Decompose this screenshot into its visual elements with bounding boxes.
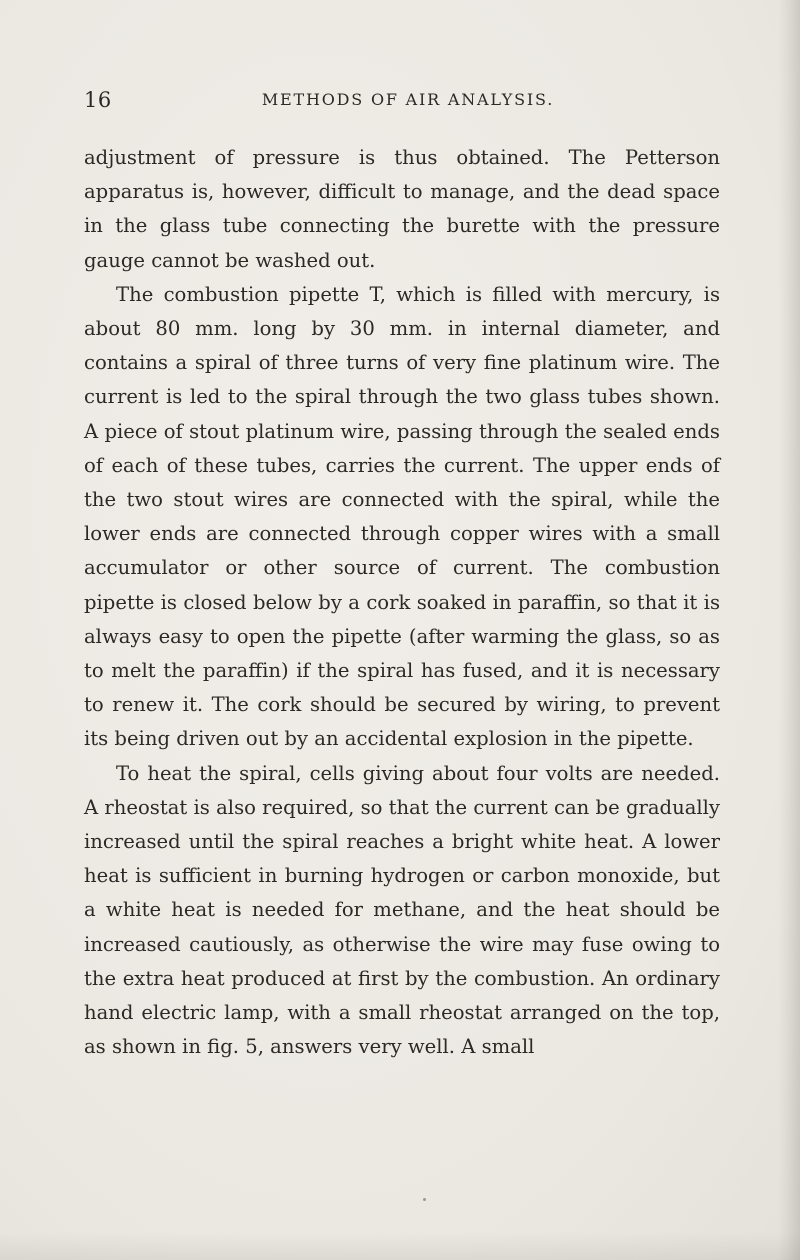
body-text bbox=[84, 141, 720, 1064]
running-head: METHODS OF AIR ANALYSIS. bbox=[261, 90, 555, 109]
page-header bbox=[84, 88, 732, 116]
paper-speck bbox=[423, 1198, 426, 1201]
page-bottom-shadow bbox=[0, 1232, 800, 1260]
paragraph: adjustment of pressure is thus obtained. The Petterson apparatus is, however, difficult to manage, and the dead space in the glass tube connecting the burette with the pressure gauge cannot be washed out. bbox=[84, 146, 720, 272]
paragraph: The combustion pipette T, which is filled with mercury, is about 80 mm. long by 30 mm. in internal diameter, and contains a spiral of three turns of very fine platinum wire. The current is led to the spiral through the two glass tubes shown. A piece of stout platinum wire, passing through the sealed ends of each of these tubes, carries the current. The upper ends of the two stout wires are connected with the spiral, while the lower ends are connected through copper wires with a small accumulator or other source of current. The combustion pipette is closed below by a cork soaked in paraffin, so that it is always easy to open the pipette (after warming the glass, so as to melt the paraffin) if the spiral has fused, and it is necessary to renew it. The cork should be secured by wiring, to prevent its being driven out by an accidental explosion in the pipette. bbox=[84, 282, 720, 751]
paragraph: To heat the spiral, cells giving about four volts are needed. A rheostat is also required, so that the current can be gradually increased until the spiral reaches a bright white heat. A lower heat is sufficient in burning hydrogen or carbon monoxide, but a white heat is needed for methane, and the heat should be increased cautiously, as otherwise the wire may fuse owing to the extra heat produced at first by the combustion. An ordinary hand electric lamp, with a small rheostat arranged on the top, as shown in fig. 5, answers very well. A small bbox=[84, 761, 720, 1059]
page-edge-shadow bbox=[778, 0, 800, 1260]
page-number: 16 bbox=[84, 88, 112, 112]
